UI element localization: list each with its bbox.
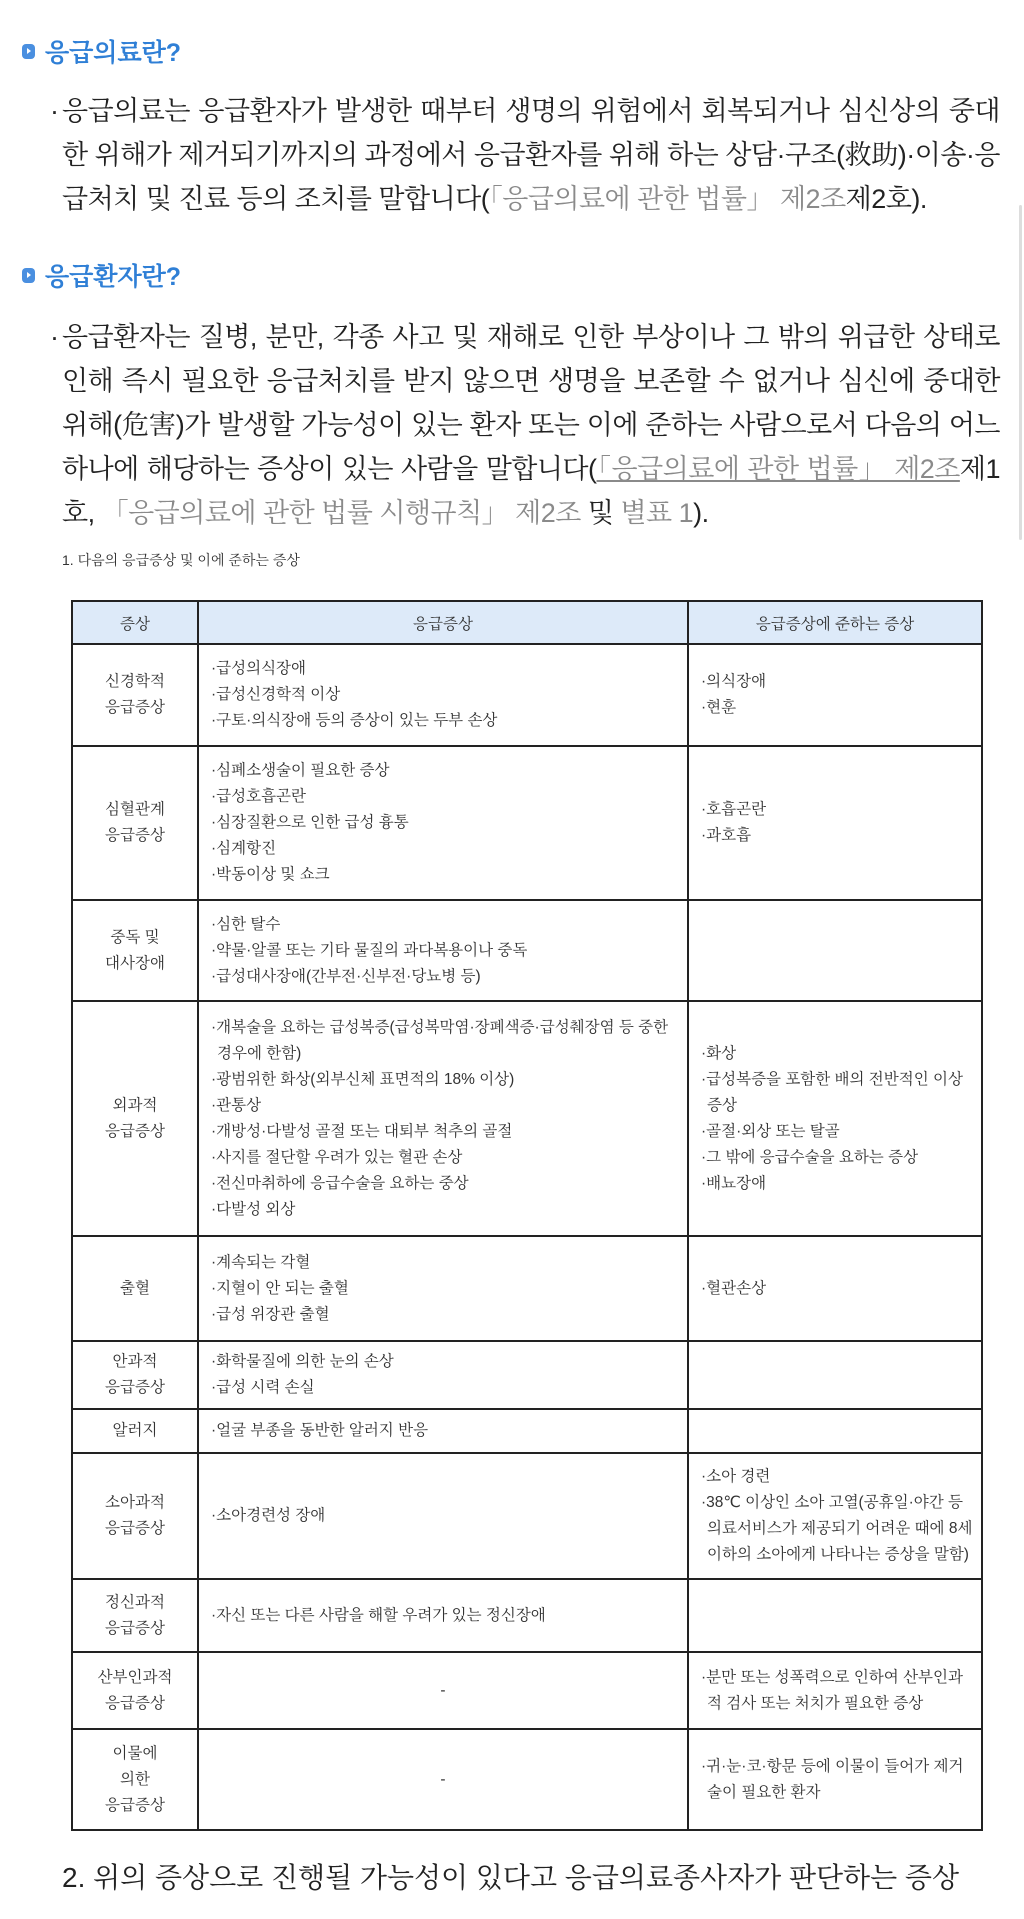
similar-cell [688, 644, 982, 746]
symptom-item: ·구토·의식장애 등의 증상이 있는 두부 손상 [211, 712, 498, 729]
category-line: 정신과적 [105, 1593, 165, 1611]
similar-symptom-item: ·분만 또는 성폭력으로 인하여 산부인과적 검사 또는 처치가 필요한 증상 [701, 1668, 963, 1712]
scrollbar[interactable] [1019, 205, 1022, 540]
symptom-item: ·심폐소생술이 필요한 증상 [211, 762, 390, 779]
similar-cell [688, 1236, 982, 1341]
table-row [72, 644, 982, 746]
paragraph-text: 응급환자는 질병, 분만, 각종 사고 및 재해로 인한 부상이나 그 밖의 위급한 상태로 인해 즉시 필요한 응급처치를 받지 않으면 생명을 보존할 수 없거나 심신에 중대한 위해(危害)가 발생할 가능성이 있는 환자 또는 이에 준하는 사람으로서 다음의 어느 하나에 해당하는 증상이 있는 사람을 말합니다( [62, 322, 1000, 484]
paragraph-tail: 제2호). [845, 184, 927, 214]
bullet-arrow-icon [22, 44, 35, 59]
table-header-row [72, 601, 982, 644]
emergency-symptoms-table [71, 600, 983, 1831]
symptom-item: ·심장질환으로 인한 급성 흉통 [211, 814, 409, 831]
paragraph-tail: ). [693, 498, 709, 528]
similar-symptom-item: ·급성복증을 포함한 배의 전반적인 이상증상 [701, 1070, 963, 1114]
category-line: 출혈 [120, 1279, 150, 1297]
paragraph-mid: 제1호, [62, 454, 1000, 528]
symptom-item: ·전신마취하에 응급수술을 요하는 중상 [211, 1174, 469, 1192]
similar-cell [688, 900, 982, 1001]
category-line: 응급증상 [105, 699, 165, 716]
bullet-arrow-icon [22, 268, 35, 283]
category-line: 산부인과적 [97, 1668, 173, 1686]
symptoms-cell [198, 1409, 688, 1453]
category-line: 의한 [120, 1770, 150, 1788]
similar-symptom-item: ·현훈 [701, 699, 737, 716]
symptom-item: ·개복술을 요하는 급성복증(급성복막염·장폐색증·급성췌장염 등 중한 경우에 한함) [211, 1018, 669, 1062]
table-row [72, 900, 982, 1001]
symptoms-cell [198, 900, 688, 1001]
empty-dash: - [440, 1681, 446, 1699]
symptom-item: ·약물·알콜 또는 기타 물질의 과다복용이나 중독 [211, 941, 528, 959]
section-heading-emergency-patient [22, 257, 181, 293]
category-line: 응급증상 [105, 1796, 165, 1814]
symptom-item: ·사지를 절단할 우려가 있는 혈관 손상 [211, 1148, 463, 1166]
appendix-link[interactable]: 별표 1 [620, 498, 694, 528]
symptoms-cell [198, 1236, 688, 1341]
category-cell [72, 1001, 198, 1236]
category-line: 응급증상 [105, 827, 165, 844]
symptoms-cell [198, 644, 688, 746]
symptom-item: ·자신 또는 다른 사람을 해할 우려가 있는 정신장애 [211, 1606, 546, 1624]
similar-symptom-item: ·혈관손상 [701, 1279, 767, 1297]
emergency-care-definition [50, 89, 1000, 221]
similar-symptom-item: ·38℃ 이상인 소아 고열(공휴일·야간 등 의료서비스가 제공되기 어려운 때에 8세 이하의 소아에게 나타나는 증상을 말함) [701, 1494, 973, 1563]
symptom-item: ·지혈이 안 되는 출혈 [211, 1279, 349, 1297]
symptoms-cell [198, 1579, 688, 1652]
emergency-patient-definition [50, 315, 1000, 535]
symptom-item: ·박동이상 및 쇼크 [211, 866, 330, 883]
category-cell [72, 1409, 198, 1453]
symptoms-cell [198, 1652, 688, 1729]
symptom-item: ·급성신경학적 이상 [211, 686, 341, 703]
similar-cell [688, 1579, 982, 1652]
table-row [72, 1409, 982, 1453]
symptoms-cell [198, 1341, 688, 1409]
symptom-item: ·다발성 외상 [211, 1200, 296, 1218]
category-line: 대사장애 [105, 954, 165, 972]
similar-cell [688, 1341, 982, 1409]
category-line: 응급증상 [105, 1379, 165, 1396]
similar-cell [688, 746, 982, 900]
category-cell [72, 1453, 198, 1579]
category-line: 심혈관계 [105, 801, 165, 818]
symptoms-cell [198, 1729, 688, 1830]
table-row [72, 1579, 982, 1652]
similar-cell [688, 1001, 982, 1236]
category-line: 중독 및 [110, 928, 160, 946]
table-row [72, 1729, 982, 1830]
law-link[interactable]: 「응급의료에 관한 법률」 제2조 [489, 184, 846, 214]
similar-cell [688, 1409, 982, 1453]
symptoms-cell [198, 746, 688, 900]
table-row [72, 1453, 982, 1579]
category-line: 응급증상 [105, 1122, 165, 1140]
table-row [72, 746, 982, 900]
header-emergency-symptoms: 응급증상 [198, 601, 688, 644]
table-row [72, 1236, 982, 1341]
similar-cell [688, 1652, 982, 1729]
bullet: · [50, 322, 59, 352]
similar-symptom-item: ·골절·외상 또는 탈골 [701, 1122, 840, 1140]
similar-symptom-item: ·소아 경련 [701, 1468, 771, 1485]
category-line: 응급증상 [105, 1520, 165, 1537]
table-caption: 1. 다음의 응급증상 및 이에 준하는 증상 [62, 552, 300, 568]
similar-symptom-item: ·화상 [701, 1044, 737, 1062]
table-row [72, 1001, 982, 1236]
symptom-item: ·급성 위장관 출혈 [211, 1305, 330, 1323]
symptom-item: ·화학물질에 의한 눈의 손상 [211, 1353, 394, 1370]
category-line: 신경학적 [105, 673, 165, 690]
category-line: 응급증상 [105, 1619, 165, 1637]
category-line: 외과적 [112, 1096, 158, 1114]
similar-cell [688, 1729, 982, 1830]
similar-symptom-item: ·그 밖에 응급수술을 요하는 증상 [701, 1148, 919, 1166]
symptom-item: ·급성호흡곤란 [211, 788, 307, 805]
similar-symptom-item: ·호흡곤란 [701, 801, 767, 818]
similar-symptom-item: ·의식장애 [701, 673, 767, 690]
symptom-item: ·얼굴 부종을 동반한 알러지 반응 [211, 1422, 429, 1439]
symptom-item: ·심한 탈수 [211, 915, 281, 933]
category-line: 소아과적 [105, 1494, 165, 1511]
section-heading-emergency-care [22, 33, 181, 69]
category-cell [72, 1236, 198, 1341]
symptom-item: ·급성의식장애 [211, 660, 307, 677]
similar-symptom-item: ·귀·눈·코·항문 등에 이물이 들어가 제거술이 필요한 환자 [701, 1757, 964, 1801]
table-row [72, 1341, 982, 1409]
conjunction: 및 [580, 498, 621, 528]
enforcement-rule-link[interactable]: 「응급의료에 관한 법률 시행규칙」 제2조 [101, 498, 581, 528]
symptom-item: ·급성대사장애(간부전·신부전·당뇨병 등) [211, 967, 481, 985]
category-cell [72, 1341, 198, 1409]
empty-dash: - [440, 1770, 446, 1788]
symptom-item: ·개방성·다발성 골절 또는 대퇴부 척추의 골절 [211, 1122, 513, 1140]
symptom-item: ·광범위한 화상(외부신체 표면적의 18% 이상) [211, 1070, 515, 1088]
similar-cell [688, 1453, 982, 1579]
category-cell [72, 1652, 198, 1729]
paragraph-text: 응급의료는 응급환자가 발생한 때부터 생명의 위험에서 회복되거나 심신상의 중대한 위해가 제거되기까지의 과정에서 응급환자를 위해 하는 상담·구조(救助)·이송·응급처치 및 진료 등의 조치를 말합니다( [62, 96, 1000, 214]
table-row [72, 1652, 982, 1729]
category-cell [72, 1729, 198, 1830]
header-similar-symptoms: 응급증상에 준하는 증상 [688, 601, 982, 644]
law-link[interactable]: 「응급의료에 관한 법률」 제2조 [596, 454, 960, 484]
header-symptom: 증상 [72, 601, 198, 644]
bullet: · [50, 96, 59, 126]
symptom-item: ·소아경련성 장애 [211, 1507, 326, 1524]
similar-symptom-item: ·배뇨장애 [701, 1174, 767, 1192]
section-2-heading: 2. 위의 증상으로 진행될 가능성이 있다고 응급의료종사자가 판단하는 증상 [62, 1862, 960, 1893]
symptom-item: ·심계항진 [211, 840, 277, 857]
category-line: 응급증상 [105, 1694, 165, 1712]
category-line: 알러지 [112, 1422, 158, 1439]
category-cell [72, 900, 198, 1001]
symptom-item: ·관통상 [211, 1096, 262, 1114]
category-cell [72, 644, 198, 746]
heading-text: 응급의료란? [45, 39, 182, 67]
heading-text: 응급환자란? [45, 263, 182, 291]
category-cell [72, 1579, 198, 1652]
category-cell [72, 746, 198, 900]
symptom-item: ·급성 시력 손실 [211, 1379, 315, 1396]
similar-symptom-item: ·과호흡 [701, 827, 752, 844]
symptom-item: ·계속되는 각혈 [211, 1253, 311, 1271]
category-line: 이물에 [112, 1744, 158, 1762]
symptoms-cell [198, 1453, 688, 1579]
category-line: 안과적 [112, 1353, 158, 1370]
symptoms-cell [198, 1001, 688, 1236]
